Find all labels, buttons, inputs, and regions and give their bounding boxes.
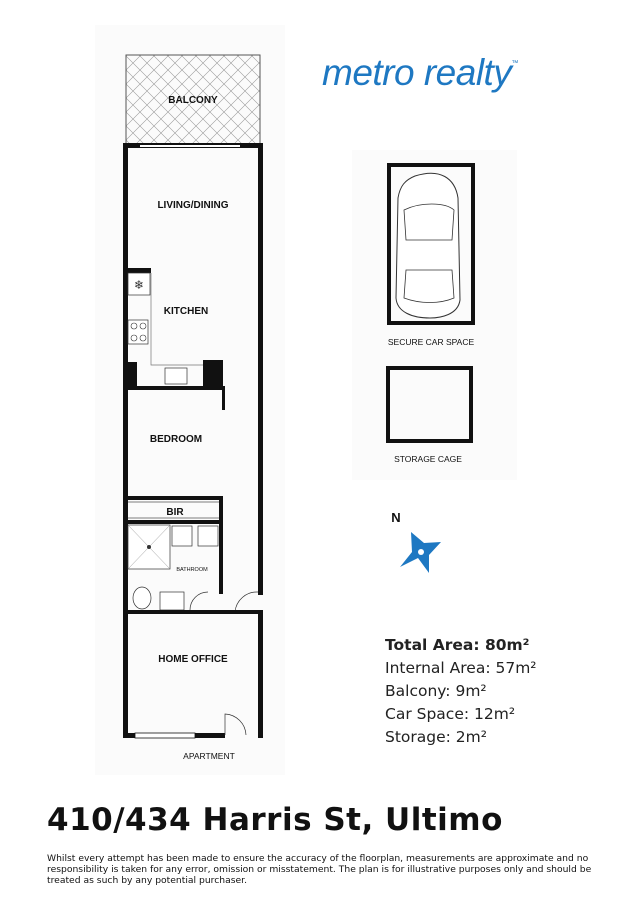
kitchen-sink — [165, 368, 187, 384]
disclaimer-text: Whilst every attempt has been made to ensure the accuracy of the floorplan, measurements are approximate and no responsibility is taken for any error, omission or misstatement. The plan is for illustrative purposes only and should be treated as such by any potential purchaser. — [47, 853, 592, 886]
kitchen-pillar — [203, 360, 223, 388]
north-label: N — [391, 510, 401, 525]
snowflake-icon: ❄ — [133, 278, 145, 292]
storage-label: STORAGE CAGE — [394, 454, 462, 464]
total-area: Total Area: 80m² — [385, 636, 530, 654]
storage-area: Storage: 2m² — [385, 728, 487, 746]
car-space-area: Car Space: 12m² — [385, 705, 516, 723]
property-address: 410/434 Harris St, Ultimo — [47, 802, 503, 838]
bathroom-label: BATHROOM — [176, 567, 208, 573]
bedroom-label: BEDROOM — [149, 434, 203, 445]
vanity — [172, 526, 192, 546]
area-summary — [385, 634, 537, 749]
kitchen-column — [128, 362, 137, 386]
kitchen-label: KITCHEN — [163, 306, 209, 317]
logo-text: metro realty — [322, 52, 512, 93]
front-window — [135, 733, 195, 738]
balcony-area-text: Balcony: 9m² — [385, 682, 487, 700]
trademark-mark: ™ — [511, 60, 518, 67]
balcony-area — [126, 55, 260, 145]
car-space-label: SECURE CAR SPACE — [387, 337, 475, 347]
laundry-tub — [198, 526, 218, 546]
balcony-label: BALCONY — [168, 95, 218, 106]
basin — [160, 592, 184, 610]
apartment-label: APARTMENT — [183, 751, 235, 761]
brand-logo — [322, 52, 518, 94]
toilet — [133, 587, 151, 609]
living-dining-label: LIVING/DINING — [157, 200, 229, 211]
car-icon — [396, 173, 460, 318]
office-wall — [123, 610, 263, 614]
home-office-label: HOME OFFICE — [158, 654, 228, 665]
north-compass — [391, 510, 441, 573]
internal-area: Internal Area: 57m² — [385, 659, 537, 677]
bir-label: BIR — [166, 507, 184, 518]
